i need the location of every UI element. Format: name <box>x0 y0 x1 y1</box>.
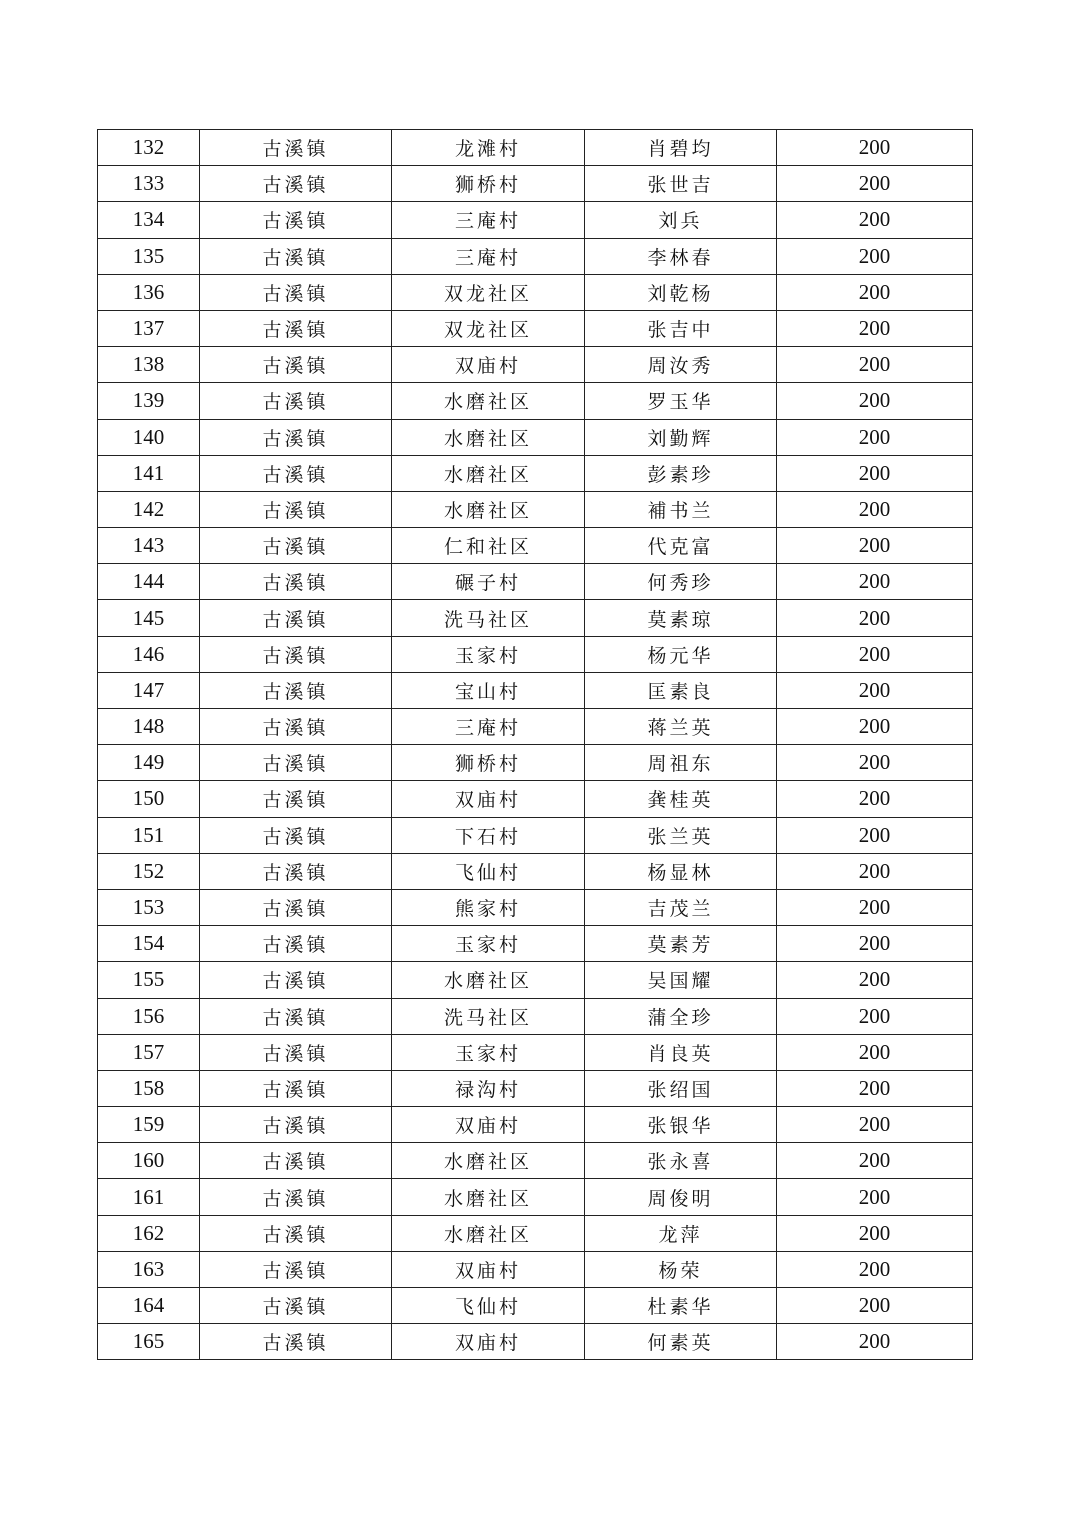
row-number-cell: 142 <box>98 491 200 527</box>
village-cell: 狮桥村 <box>392 166 585 202</box>
row-number-cell: 160 <box>98 1143 200 1179</box>
person-name-cell: 龙萍 <box>585 1215 777 1251</box>
table-row <box>98 310 973 346</box>
person-name-cell: 刘勤辉 <box>585 419 777 455</box>
person-name-cell: 龚桂英 <box>585 781 777 817</box>
village-cell: 仁和社区 <box>392 528 585 564</box>
town-cell: 古溪镇 <box>200 419 392 455</box>
amount-cell: 200 <box>777 1107 973 1143</box>
amount-cell: 200 <box>777 1179 973 1215</box>
row-number-cell: 141 <box>98 455 200 491</box>
village-cell: 三庵村 <box>392 238 585 274</box>
person-name-cell: 张永喜 <box>585 1143 777 1179</box>
amount-cell: 200 <box>777 383 973 419</box>
row-number-cell: 151 <box>98 817 200 853</box>
table-row <box>98 1288 973 1324</box>
town-cell: 古溪镇 <box>200 1107 392 1143</box>
person-name-cell: 杨元华 <box>585 636 777 672</box>
table-row <box>98 926 973 962</box>
amount-cell: 200 <box>777 853 973 889</box>
person-name-cell: 刘乾杨 <box>585 274 777 310</box>
amount-cell: 200 <box>777 636 973 672</box>
person-name-cell: 杜素华 <box>585 1288 777 1324</box>
town-cell: 古溪镇 <box>200 926 392 962</box>
row-number-cell: 148 <box>98 709 200 745</box>
village-cell: 双庙村 <box>392 1107 585 1143</box>
row-number-cell: 158 <box>98 1070 200 1106</box>
table-row <box>98 491 973 527</box>
town-cell: 古溪镇 <box>200 166 392 202</box>
person-name-cell: 何素英 <box>585 1324 777 1360</box>
village-cell: 禄沟村 <box>392 1070 585 1106</box>
row-number-cell: 164 <box>98 1288 200 1324</box>
row-number-cell: 133 <box>98 166 200 202</box>
table-row <box>98 1107 973 1143</box>
town-cell: 古溪镇 <box>200 817 392 853</box>
amount-cell: 200 <box>777 998 973 1034</box>
village-cell: 洗马社区 <box>392 998 585 1034</box>
row-number-cell: 153 <box>98 889 200 925</box>
row-number-cell: 147 <box>98 672 200 708</box>
person-name-cell: 肖碧均 <box>585 130 777 166</box>
person-name-cell: 吴国耀 <box>585 962 777 998</box>
amount-cell: 200 <box>777 781 973 817</box>
person-name-cell: 张世吉 <box>585 166 777 202</box>
table-row <box>98 889 973 925</box>
row-number-cell: 134 <box>98 202 200 238</box>
table-row <box>98 709 973 745</box>
person-name-cell: 補书兰 <box>585 491 777 527</box>
village-cell: 双庙村 <box>392 1324 585 1360</box>
amount-cell: 200 <box>777 1288 973 1324</box>
person-name-cell: 莫素芳 <box>585 926 777 962</box>
village-cell: 双龙社区 <box>392 310 585 346</box>
person-name-cell: 罗玉华 <box>585 383 777 419</box>
row-number-cell: 150 <box>98 781 200 817</box>
table-row <box>98 781 973 817</box>
row-number-cell: 162 <box>98 1215 200 1251</box>
amount-cell: 200 <box>777 491 973 527</box>
town-cell: 古溪镇 <box>200 1251 392 1287</box>
amount-cell: 200 <box>777 310 973 346</box>
village-cell: 碾子村 <box>392 564 585 600</box>
person-name-cell: 张兰英 <box>585 817 777 853</box>
row-number-cell: 159 <box>98 1107 200 1143</box>
amount-cell: 200 <box>777 962 973 998</box>
town-cell: 古溪镇 <box>200 672 392 708</box>
town-cell: 古溪镇 <box>200 998 392 1034</box>
table-row <box>98 1324 973 1360</box>
table-row <box>98 419 973 455</box>
village-cell: 水磨社区 <box>392 491 585 527</box>
town-cell: 古溪镇 <box>200 600 392 636</box>
town-cell: 古溪镇 <box>200 491 392 527</box>
person-name-cell: 张银华 <box>585 1107 777 1143</box>
table-row <box>98 1034 973 1070</box>
village-cell: 熊家村 <box>392 889 585 925</box>
person-name-cell: 周祖东 <box>585 745 777 781</box>
village-cell: 水磨社区 <box>392 1179 585 1215</box>
amount-cell: 200 <box>777 347 973 383</box>
person-name-cell: 杨显林 <box>585 853 777 889</box>
table-row <box>98 455 973 491</box>
town-cell: 古溪镇 <box>200 709 392 745</box>
amount-cell: 200 <box>777 1034 973 1070</box>
town-cell: 古溪镇 <box>200 889 392 925</box>
village-cell: 双庙村 <box>392 781 585 817</box>
town-cell: 古溪镇 <box>200 636 392 672</box>
table-row <box>98 672 973 708</box>
row-number-cell: 145 <box>98 600 200 636</box>
amount-cell: 200 <box>777 1251 973 1287</box>
row-number-cell: 155 <box>98 962 200 998</box>
roster-table <box>97 129 973 1360</box>
table-row <box>98 166 973 202</box>
town-cell: 古溪镇 <box>200 1288 392 1324</box>
table-row <box>98 347 973 383</box>
town-cell: 古溪镇 <box>200 1143 392 1179</box>
table-row <box>98 1179 973 1215</box>
town-cell: 古溪镇 <box>200 962 392 998</box>
town-cell: 古溪镇 <box>200 347 392 383</box>
amount-cell: 200 <box>777 238 973 274</box>
village-cell: 玉家村 <box>392 636 585 672</box>
amount-cell: 200 <box>777 926 973 962</box>
village-cell: 水磨社区 <box>392 419 585 455</box>
town-cell: 古溪镇 <box>200 528 392 564</box>
amount-cell: 200 <box>777 455 973 491</box>
town-cell: 古溪镇 <box>200 1034 392 1070</box>
row-number-cell: 135 <box>98 238 200 274</box>
village-cell: 飞仙村 <box>392 853 585 889</box>
row-number-cell: 144 <box>98 564 200 600</box>
person-name-cell: 肖良英 <box>585 1034 777 1070</box>
town-cell: 古溪镇 <box>200 1324 392 1360</box>
person-name-cell: 杨荣 <box>585 1251 777 1287</box>
person-name-cell: 刘兵 <box>585 202 777 238</box>
village-cell: 龙滩村 <box>392 130 585 166</box>
table-row <box>98 1143 973 1179</box>
village-cell: 飞仙村 <box>392 1288 585 1324</box>
village-cell: 双庙村 <box>392 347 585 383</box>
town-cell: 古溪镇 <box>200 1179 392 1215</box>
village-cell: 水磨社区 <box>392 962 585 998</box>
table-row <box>98 853 973 889</box>
person-name-cell: 匡素良 <box>585 672 777 708</box>
village-cell: 狮桥村 <box>392 745 585 781</box>
row-number-cell: 132 <box>98 130 200 166</box>
table-row <box>98 636 973 672</box>
person-name-cell: 周汝秀 <box>585 347 777 383</box>
village-cell: 玉家村 <box>392 1034 585 1070</box>
row-number-cell: 138 <box>98 347 200 383</box>
table-row <box>98 528 973 564</box>
row-number-cell: 146 <box>98 636 200 672</box>
person-name-cell: 蒋兰英 <box>585 709 777 745</box>
row-number-cell: 139 <box>98 383 200 419</box>
row-number-cell: 143 <box>98 528 200 564</box>
person-name-cell: 蒲全珍 <box>585 998 777 1034</box>
roster-table-body <box>98 130 973 1360</box>
town-cell: 古溪镇 <box>200 310 392 346</box>
village-cell: 双庙村 <box>392 1251 585 1287</box>
row-number-cell: 161 <box>98 1179 200 1215</box>
row-number-cell: 165 <box>98 1324 200 1360</box>
amount-cell: 200 <box>777 202 973 238</box>
row-number-cell: 140 <box>98 419 200 455</box>
amount-cell: 200 <box>777 1143 973 1179</box>
row-number-cell: 154 <box>98 926 200 962</box>
person-name-cell: 张绍国 <box>585 1070 777 1106</box>
town-cell: 古溪镇 <box>200 238 392 274</box>
row-number-cell: 157 <box>98 1034 200 1070</box>
village-cell: 水磨社区 <box>392 1143 585 1179</box>
town-cell: 古溪镇 <box>200 1215 392 1251</box>
table-row <box>98 238 973 274</box>
person-name-cell: 彭素珍 <box>585 455 777 491</box>
village-cell: 下石村 <box>392 817 585 853</box>
table-row <box>98 130 973 166</box>
village-cell: 双龙社区 <box>392 274 585 310</box>
town-cell: 古溪镇 <box>200 745 392 781</box>
person-name-cell: 李林春 <box>585 238 777 274</box>
town-cell: 古溪镇 <box>200 1070 392 1106</box>
table-row <box>98 998 973 1034</box>
amount-cell: 200 <box>777 672 973 708</box>
amount-cell: 200 <box>777 1070 973 1106</box>
row-number-cell: 149 <box>98 745 200 781</box>
village-cell: 水磨社区 <box>392 455 585 491</box>
village-cell: 水磨社区 <box>392 1215 585 1251</box>
row-number-cell: 156 <box>98 998 200 1034</box>
person-name-cell: 莫素琼 <box>585 600 777 636</box>
table-row <box>98 274 973 310</box>
table-row <box>98 962 973 998</box>
row-number-cell: 163 <box>98 1251 200 1287</box>
town-cell: 古溪镇 <box>200 130 392 166</box>
town-cell: 古溪镇 <box>200 564 392 600</box>
town-cell: 古溪镇 <box>200 383 392 419</box>
person-name-cell: 何秀珍 <box>585 564 777 600</box>
table-row <box>98 600 973 636</box>
amount-cell: 200 <box>777 745 973 781</box>
row-number-cell: 152 <box>98 853 200 889</box>
town-cell: 古溪镇 <box>200 781 392 817</box>
table-row <box>98 1215 973 1251</box>
amount-cell: 200 <box>777 528 973 564</box>
row-number-cell: 137 <box>98 310 200 346</box>
table-row <box>98 383 973 419</box>
person-name-cell: 周俊明 <box>585 1179 777 1215</box>
amount-cell: 200 <box>777 419 973 455</box>
amount-cell: 200 <box>777 166 973 202</box>
person-name-cell: 张吉中 <box>585 310 777 346</box>
amount-cell: 200 <box>777 600 973 636</box>
table-row <box>98 564 973 600</box>
amount-cell: 200 <box>777 274 973 310</box>
amount-cell: 200 <box>777 889 973 925</box>
town-cell: 古溪镇 <box>200 455 392 491</box>
table-row <box>98 1251 973 1287</box>
table-row <box>98 817 973 853</box>
village-cell: 玉家村 <box>392 926 585 962</box>
amount-cell: 200 <box>777 564 973 600</box>
amount-cell: 200 <box>777 817 973 853</box>
amount-cell: 200 <box>777 1324 973 1360</box>
amount-cell: 200 <box>777 130 973 166</box>
amount-cell: 200 <box>777 709 973 745</box>
village-cell: 三庵村 <box>392 709 585 745</box>
town-cell: 古溪镇 <box>200 853 392 889</box>
village-cell: 洗马社区 <box>392 600 585 636</box>
table-row <box>98 745 973 781</box>
village-cell: 三庵村 <box>392 202 585 238</box>
row-number-cell: 136 <box>98 274 200 310</box>
town-cell: 古溪镇 <box>200 274 392 310</box>
village-cell: 宝山村 <box>392 672 585 708</box>
person-name-cell: 吉茂兰 <box>585 889 777 925</box>
table-row <box>98 1070 973 1106</box>
table-row <box>98 202 973 238</box>
person-name-cell: 代克富 <box>585 528 777 564</box>
amount-cell: 200 <box>777 1215 973 1251</box>
village-cell: 水磨社区 <box>392 383 585 419</box>
town-cell: 古溪镇 <box>200 202 392 238</box>
